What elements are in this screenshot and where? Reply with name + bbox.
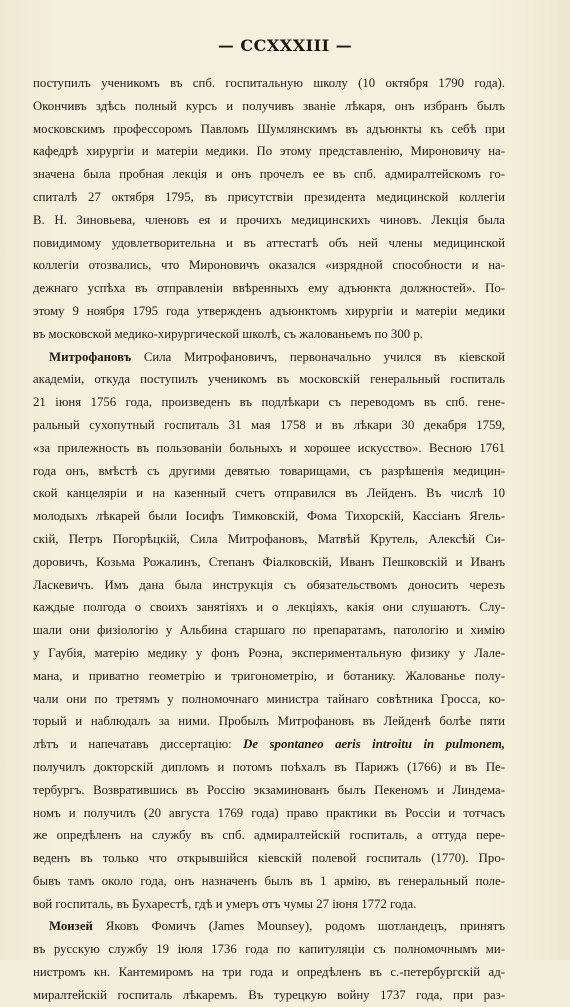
text-line (33, 232, 505, 255)
entry-surname: Митрофановъ (49, 349, 132, 364)
line-text: молодыхъ лѣкарей были Іосифъ Тимковскій, Фома Тихорскій, Кассіанъ Ягель- (33, 509, 505, 524)
text-line (33, 323, 505, 346)
line-text: В. Н. Зиновьева, членовъ ея и прочихъ медицинскихъ чиновъ. Лекція была (33, 212, 505, 227)
text-line (33, 984, 505, 1007)
line-text: нистромъ кн. Кантемиромъ на три года и опредѣленъ въ с.-петербургскій ад- (33, 965, 505, 980)
line-text: ральный сухопутный госпиталь 31 мая 1758 и въ лѣкари 30 декабря 1759, (33, 417, 505, 432)
line-text: коллегіи отозвались, что Мироновичъ оказался «изрядной способности и на- (33, 258, 505, 273)
entry-surname: Моизей (49, 919, 93, 934)
text-line (33, 710, 505, 733)
line-text: дежнаго успѣха въ отправленіи ввѣренныхъ ему адъюнкта должностей». По- (33, 281, 505, 296)
line-text: же опредѣленъ на службу въ спб. адмиралтейскій госпиталь, а оттуда пере- (33, 828, 505, 843)
text-line (33, 414, 505, 437)
text-line (33, 961, 505, 984)
line-text: доровичъ, Козьма Рожалинъ, Степанъ Фіалковскій, Иванъ Пешковскій и Иванъ (33, 554, 505, 569)
text-line (33, 733, 505, 756)
line-text: Ласкевичъ. Имъ дана была инструкція съ обязательствомъ доносить черезъ (33, 577, 505, 592)
text-line (33, 915, 505, 938)
text-line (33, 688, 505, 711)
line-text: въ московской медико-хирургической школѣ, съ жалованьемъ по 300 р. (33, 326, 423, 341)
line-text: спиталѣ 27 октября 1795, въ присутствіи президента медицинской коллегіи (33, 189, 505, 204)
line-text: Сила Митрофановичъ, первоначально учился въ кіевской (131, 349, 505, 364)
line-text: московскимъ профессоромъ Павломъ Шумлянскимъ въ адъюнкты къ себѣ при (33, 121, 505, 136)
line-text: кафедрѣ хирургіи и матеріи медики. По этому представленію, Мироновичу на- (33, 144, 505, 159)
line-text: у Гаубія, матерію медику у фонъ Роэна, экспериментальную физику у Лале- (33, 645, 505, 660)
body-text (33, 72, 505, 1007)
line-text: лѣтъ и напечатавъ диссертацію: (33, 737, 244, 752)
line-text: торый и наблюдалъ за ними. Пробылъ Митрофановъ въ Лейденѣ болѣе пяти (33, 714, 505, 729)
text-line (33, 802, 505, 825)
line-text: академіи, откуда поступилъ ученикомъ въ московскій генеральный госпиталь (33, 372, 505, 387)
text-line (33, 847, 505, 870)
text-line (33, 140, 505, 163)
text-line (33, 209, 505, 232)
text-line (33, 756, 505, 779)
text-line (33, 437, 505, 460)
text-line (33, 72, 505, 95)
text-line (33, 619, 505, 642)
text-line (33, 300, 505, 323)
text-line (33, 528, 505, 551)
text-line (33, 346, 505, 369)
text-line (33, 642, 505, 665)
text-line (33, 779, 505, 802)
line-text: года онъ, вмѣстѣ съ другими девятью товарищами, съ разрѣшенія медицин- (33, 463, 505, 478)
text-line (33, 665, 505, 688)
line-text: вой госпиталь, въ Бухарестѣ, гдѣ и умеръ отъ чумы 27 іюня 1772 года. (33, 896, 417, 911)
line-text: номъ и получилъ (20 августа 1769 года) право практики въ Россіи и тотчасъ (33, 805, 505, 820)
text-line (33, 277, 505, 300)
line-text: значена была пробная лекція и онъ прочелъ ее въ спб. адмиралтейскомъ го- (33, 167, 505, 182)
text-line (33, 460, 505, 483)
line-text: бывъ тамъ около года, онъ назначенъ былъ въ 1 армію, въ генеральный поле- (33, 873, 505, 888)
text-line (33, 870, 505, 893)
line-text: веденъ въ только что открывшійся кіевскій полевой госпиталь (1770). Про- (33, 851, 505, 866)
dissertation-title: De spontaneo aeris introitu in pulmonem, (243, 737, 506, 752)
line-text: въ русскую службу 19 іюля 1736 года по капитуляціи съ полномочнымъ ми- (33, 942, 505, 957)
text-line (33, 824, 505, 847)
text-line (33, 482, 505, 505)
line-text: каждые полгода о своихъ занятіяхъ и о лекціяхъ, какія они слушаютъ. Слу- (33, 600, 505, 615)
text-line (33, 163, 505, 186)
text-line (33, 551, 505, 574)
text-line (33, 254, 505, 277)
line-text: «за прилежность въ пользованіи больныхъ и хорошее искусство». Весною 1761 (33, 440, 505, 455)
text-line (33, 368, 505, 391)
text-line (33, 893, 505, 916)
text-line (33, 596, 505, 619)
line-text: мана, и приватно геометрію и тригонометрію, и ботанику. Жалованье полу- (33, 668, 505, 683)
text-line (33, 938, 505, 961)
line-text: получилъ докторскій дипломъ и потомъ поѣхалъ въ Парижъ (1766) и въ Пе- (33, 759, 505, 774)
text-line (33, 95, 505, 118)
line-text: Яковъ Фомичъ (James Mounsey), родомъ шотландецъ, принятъ (92, 919, 505, 934)
line-text: ской канцеляріи и на казенный счетъ отправился въ Лейденъ. Въ числѣ 10 (33, 486, 505, 501)
text-line (33, 186, 505, 209)
line-text: миралтейскій госпиталь лѣкаремъ. Въ турецкую войну 1737 года, при раз- (33, 987, 505, 1002)
line-text: повидимому удовлетворительна и въ аттестатѣ объ ней члены медицинской (33, 235, 505, 250)
text-line (33, 118, 505, 141)
text-line (33, 505, 505, 528)
line-text: этому 9 ноября 1795 года утвержденъ адъюнктомъ хирургіи и матеріи медики (33, 303, 505, 318)
line-text: Окончивъ здѣсь полный курсъ и получивъ званіе лѣкаря, онъ избранъ былъ (33, 98, 505, 113)
line-text: скій, Петръ Погорѣцкій, Сила Митрофановъ, Матвѣй Крутель, Алексѣй Си- (33, 531, 505, 546)
line-text: тербургъ. Возвратившись въ Россію экзаминованъ былъ Пекеномъ и Линдема- (33, 782, 505, 797)
page-number: — CCXXXIII — (217, 36, 353, 55)
line-text: поступилъ ученикомъ въ спб. госпитальную школу (10 октября 1790 года). (33, 76, 505, 90)
line-text: шали они физіологію у Альбина старшаго по препаратамъ, патологію и химію (33, 623, 505, 638)
text-line (33, 391, 505, 414)
line-text: 21 іюня 1756 года, произведенъ въ подлѣкари съ переводомъ въ спб. гене- (33, 395, 505, 410)
line-text: чали они по третямъ у полномочнаго министра тайнаго совѣтника Гросса, ко- (33, 691, 505, 706)
text-line (33, 574, 505, 597)
